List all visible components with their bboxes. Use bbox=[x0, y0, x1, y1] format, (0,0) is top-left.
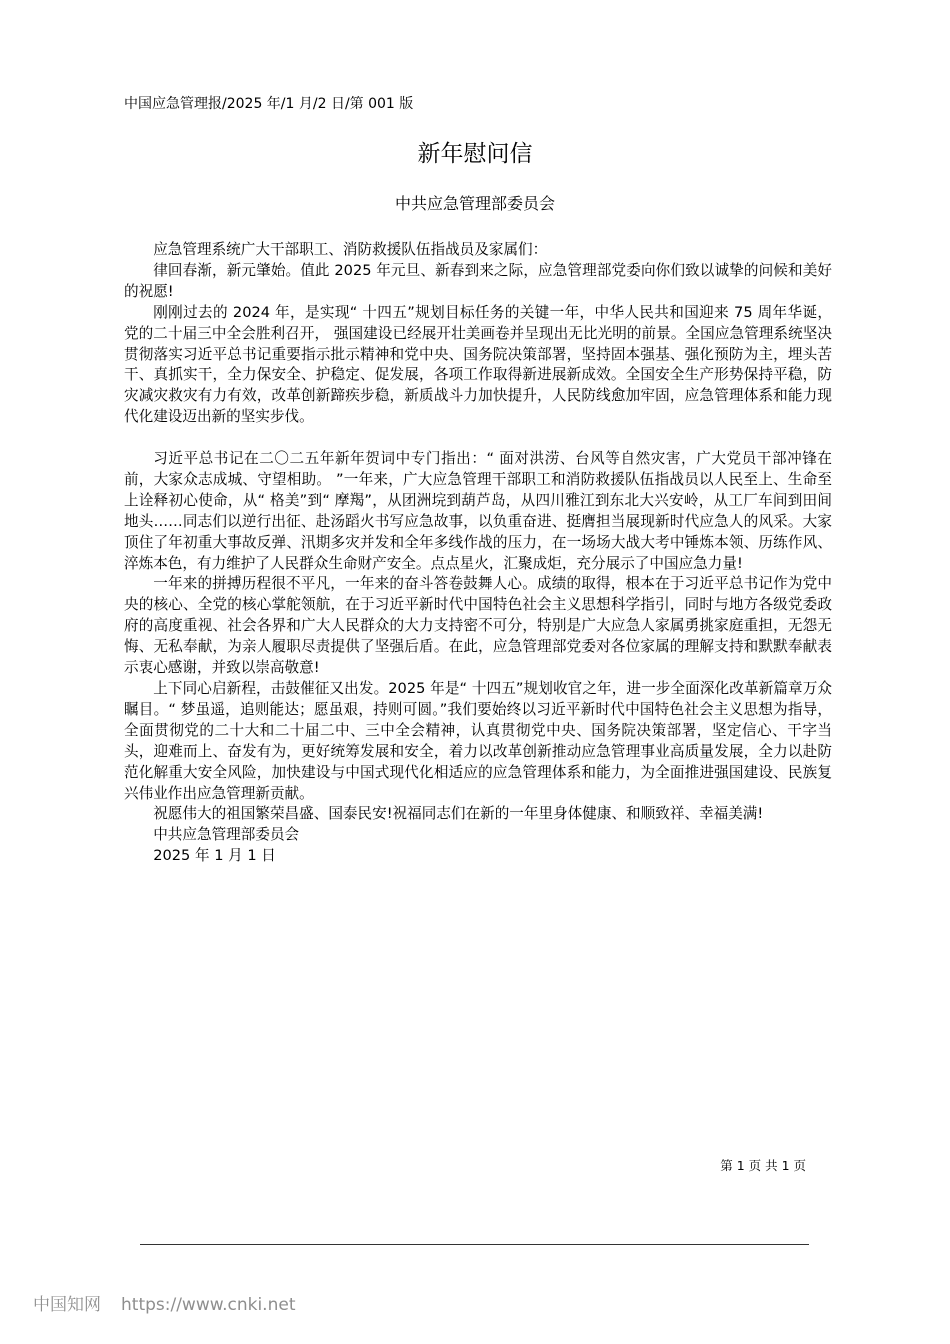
watermark-brand: 中国知网 bbox=[33, 1295, 101, 1315]
signature-organization: 中共应急管理部委员会 bbox=[153, 826, 300, 844]
article-title: 新年慰问信 bbox=[417, 141, 533, 167]
body-paragraph: 习近平总书记在二〇二五年新年贺词中专门指出：“ 面对洪涝、台风等自然灾害，广大党员干部冲锋在前，大家众志成城、守望相助。 ”一年来，广大应急管理干部职工和消防救援队伍指战员以人民至上、生命至上诠释初心使命，从“ 格美”到“ 摩羯”，从团洲垸到葫芦岛，从四川雅江到东北大兴安岭，从工厂车间到田间地头……同志们以逆行出征、赴汤蹈火书写应急故事，以负重奋进、挺膺担当展现新时代应急人的风采。大家顶住了年初重大事故反弹、汛期多灾并发和全年多线作战的压力，在一场场大战大考中锤炼本领、历练作风、淬炼本色，有力维护了人民群众生命财产安全。点点星火，汇聚成炬，充分展示了中国应急力量! bbox=[124, 450, 832, 572]
body-paragraph: 上下同心启新程，击鼓催征又出发。2025 年是“ 十四五”规划收官之年，进一步全面深化改革新篇章万众瞩目。“ 梦虽遥，追则能达；愿虽艰，持则可圆。”我们要始终以习近平新时代中国特色社会主义思想为指导，全面贯彻党的二十大和二十届二中、三中全会精神，认真贯彻党中央、国务院决策部署，坚定信心、干字当头，迎难而上、奋发有为，更好统筹发展和安全，着力以改革创新推动应急管理事业高质量发展，全力以赴防范化解重大安全风险，加快建设与中国式现代化相适应的应急管理体系和能力，为全面推进强国建设、民族复兴伟业作出应急管理新贡献。 bbox=[124, 680, 832, 802]
article-author: 中共应急管理部委员会 bbox=[394, 194, 555, 213]
salutation-paragraph: 应急管理系统广大干部职工、消防救援队伍指战员及家属们： bbox=[153, 241, 548, 258]
article-body bbox=[124, 240, 832, 867]
page-indicator: 第 1 页 共 1 页 bbox=[720, 1158, 806, 1173]
publication-source-line: 中国应急管理报/2025 年/1 月/2 日/第 001 版 bbox=[124, 96, 414, 112]
body-paragraph: 律回春渐，新元肇始。值此 2025 年元旦、新春到来之际，应急管理部党委向你们致以诚挚的问候和美好的祝愿! bbox=[124, 261, 832, 300]
watermark-url: https://www.cnki.net bbox=[121, 1295, 296, 1315]
body-paragraph: 刚刚过去的 2024 年，是实现“ 十四五”规划目标任务的关键一年，中华人民共和国迎来 75 周年华诞， 党的二十届三中全会胜利召开， 强国建设已经展开壮美画卷并呈现出无比光明的前景。全国应急管理系统坚决贯彻落实习近平总书记重要指示批示精神和党中央、国务院决策部署，坚持固本强基、强化预防为主，埋头苦干、真抓实干，全力保安全、护稳定、促发展，各项工作取得新进展新成效。全国安全生产形势保持平稳，防灾减灾救灾有力有效，改革创新蹄疾步稳，新质战斗力加快提升，人民防线愈加牢固，应急管理体系和能力现代化建设迈出新的坚实步伐。 bbox=[124, 303, 832, 426]
footer-divider bbox=[140, 1244, 809, 1245]
signature-date: 2025 年 1 月 1 日 bbox=[153, 847, 276, 865]
cnki-watermark bbox=[33, 1294, 295, 1316]
closing-wish-paragraph: 祝愿伟大的祖国繁荣昌盛、国泰民安!祝福同志们在新的一年里身体健康、和顺致祥、幸福美满! bbox=[153, 805, 764, 823]
body-paragraph: 一年来的拼搏历程很不平凡，一年来的奋斗答卷鼓舞人心。成绩的取得，根本在于习近平总书记作为党中央的核心、全党的核心掌舵领航，在于习近平新时代中国特色社会主义思想科学指引，同时与地方各级党委政府的高度重视、社会各界和广大人民群众的大力支持密不可分，特别是广大应急人家属勇挑家庭重担，无怨无悔、无私奉献，为亲人履职尽责提供了坚强后盾。在此，应急管理部党委对各位家属的理解支持和默默奉献表示衷心感谢，并致以崇高敬意! bbox=[124, 575, 832, 677]
